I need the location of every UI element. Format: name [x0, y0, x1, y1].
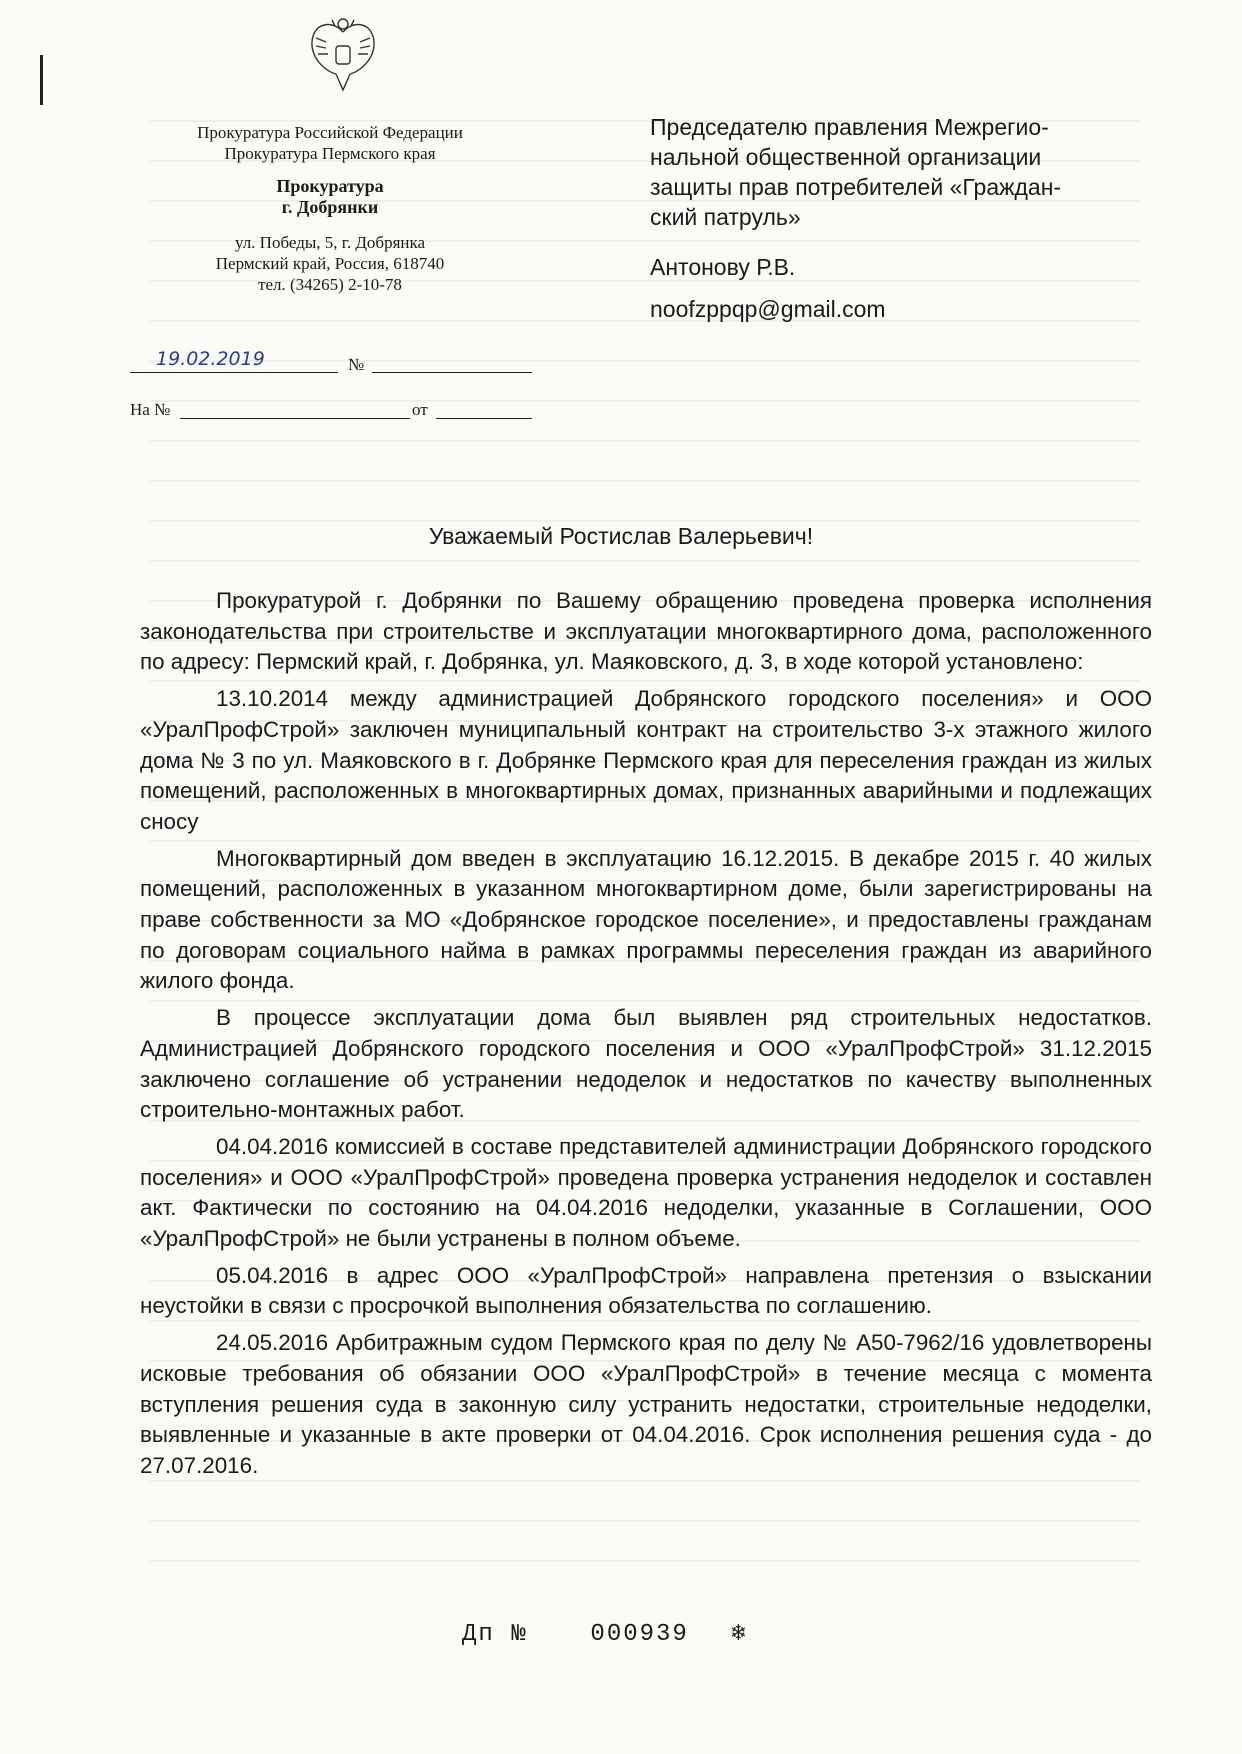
- paragraph-4: В процессе эксплуатации дома был выявлен ряд строительных недостатков. Администрацией Добрянского городского поселения и ООО «УралПрофСтрой» 31.12.2015 заключено соглашение об устранении недоделок и недостатков по качеству выполненных строительно-монтажных работ.: [140, 1005, 1152, 1123]
- paragraph-7: 24.05.2016 Арбитражным судом Пермского края по делу № А50-7962/16 удовлетворены исковые требования об обязании ООО «УралПрофСтрой» в течение месяца с момента вступления решения суда в законную силу устранить недостатки, строительные недоделки, выявленные и указанные в акте проверки от 04.04.2016. Срок исполнения решения суда - до 27.07.2016.: [140, 1330, 1152, 1478]
- addressee-line-4: ский патруль»: [650, 204, 801, 230]
- sender-line-2: Прокуратура Пермского края: [224, 144, 436, 163]
- snowflake-icon: ❄: [731, 1621, 748, 1648]
- paragraph-1: Прокуратурой г. Добрянки по Вашему обращению проведена проверка исполнения законодательства при строительстве и эксплуатации многоквартирного дома, расположенного по адресу: Пермский край, г. Добрянка, ул. Маяковского, д. 3, в ходе которой установлено:: [140, 588, 1152, 675]
- sender-phone: тел. (34265) 2-10-78: [258, 275, 402, 294]
- addressee-email: noofzppqp@gmail.com: [650, 296, 886, 322]
- sender-line-1: Прокуратура Российской Федерации: [197, 123, 463, 142]
- paragraph-6: 05.04.2016 в адрес ООО «УралПрофСтрой» направлена претензия о взыскании неустойки в связи с просрочкой выполнения обязательства по соглашению.: [140, 1262, 1152, 1319]
- addressee-block: [650, 112, 1150, 324]
- serial-label: Дп №: [462, 1621, 528, 1648]
- addressee-line-2: нальной общественной организации: [650, 144, 1042, 170]
- addressee-line-3: защиты прав потребителей «Граждан-: [650, 174, 1062, 200]
- from-underline: [436, 418, 532, 419]
- coat-of-arms-emblem: [306, 14, 380, 96]
- sender-org: Прокуратура: [276, 176, 384, 196]
- paragraph-3: Многоквартирный дом введен в эксплуатацию 16.12.2015. В декабре 2015 г. 40 жилых помещений, расположенных в указанном многоквартирном доме, были зарегистрированы на праве собственности за МО «Добрянское городское поселение», и предоставлены гражданам по договорам социального найма в рамках программы переселения граждан из аварийного жилого фонда.: [140, 845, 1152, 994]
- sender-street: ул. Победы, 5, г. Добрянка: [234, 233, 426, 252]
- sender-block: [130, 122, 530, 295]
- letter-body: [140, 586, 1152, 1488]
- paragraph-5: 04.04.2016 комиссией в составе представителей администрации Добрянского городского поселения» и ООО «УралПрофСтрой» проведена проверка устранения недоделок и составлен акт. Фактически по состоянию на 04.04.2016 недоделки, указанные в Соглашении, ООО «УралПрофСтрой» не были устранены в полном объеме.: [140, 1133, 1152, 1252]
- salutation: Уважаемый Ростислав Валерьевич!: [428, 523, 814, 549]
- paragraph-2: 13.10.2014 между администрацией Добрянского городского поселения» и ООО «УралПрофСтрой» заключен муниципальный контракт на строительство 3-х этажного жилого дома № 3 по ул. Маяковского в г. Добрянке Пермского края для переселения граждан из жилых помещений, расположенных в многоквартирных домах, признанных аварийными и подлежащих сносу: [140, 686, 1152, 834]
- date-underline: [130, 372, 338, 373]
- sender-region: Пермский край, Россия, 618740: [215, 254, 445, 273]
- serial-number: 000939: [590, 1621, 689, 1648]
- number-label: №: [348, 355, 365, 374]
- sender-city: г. Добрянки: [281, 197, 379, 217]
- reference-label: На №: [130, 400, 171, 419]
- reference-underline: [180, 418, 410, 419]
- addressee-name: Антонову Р.В.: [650, 254, 796, 280]
- handwritten-date: 19.02.2019: [156, 348, 265, 370]
- addressee-line-1: Председателю правления Межрегио-: [650, 114, 1049, 140]
- document-serial: [462, 1618, 748, 1648]
- number-underline: [372, 372, 532, 373]
- from-label: от: [412, 400, 428, 419]
- margin-pen-mark: [40, 55, 43, 105]
